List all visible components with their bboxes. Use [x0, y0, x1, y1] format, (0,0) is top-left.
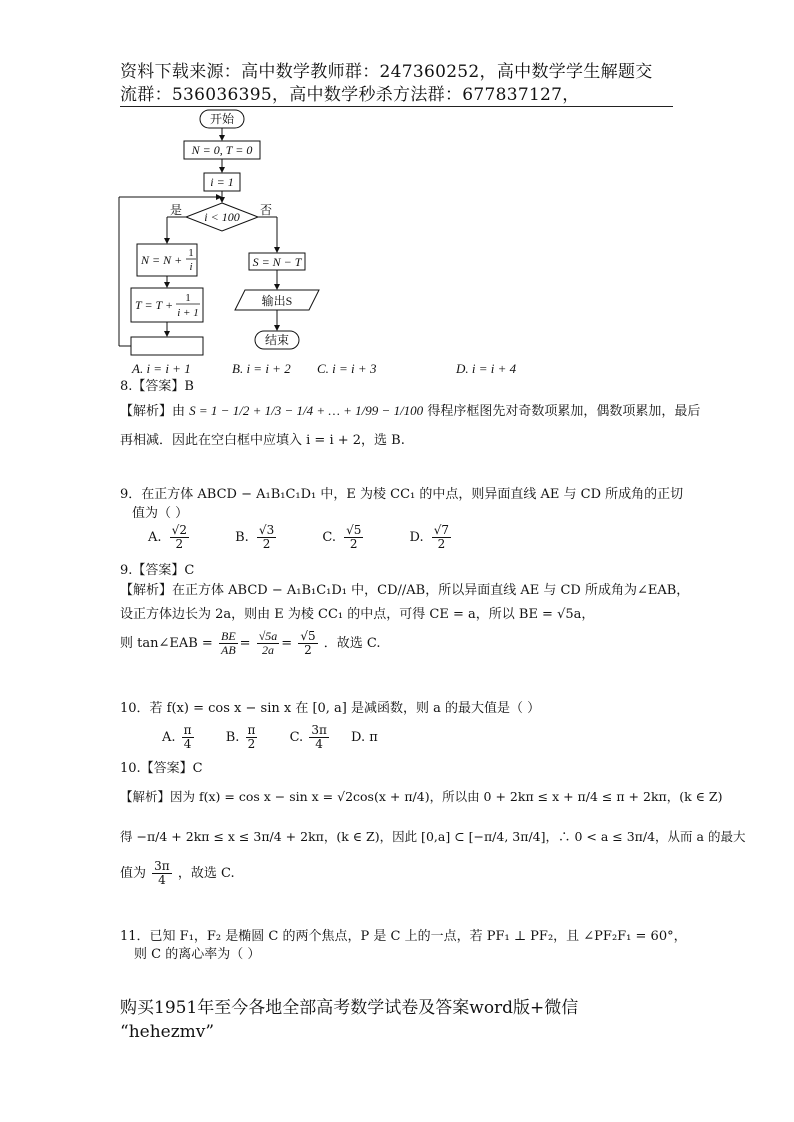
- q9-option-b-value: $\frac{√3}{2}$: [258, 523, 275, 551]
- header-line-1: 资料下载来源：高中数学教师群：247360252，高中数学学生解题交: [120, 62, 653, 82]
- q8-analysis-pre: 【解析】由: [120, 404, 186, 419]
- q10-option-d-label: D.: [351, 730, 366, 745]
- flow-end-label: 结束: [264, 333, 290, 347]
- q11-stem-line1: 11．已知 F₁，F₂ 是椭圆 C 的两个焦点，P 是 C 上的一点，若 PF₁ ⊥ PF₂，且 ∠PF₂F₁ = 60°，: [120, 929, 687, 944]
- footer-line-1: 购买1951年至今各地全部高考数学试卷及答案word版+微信: [120, 998, 579, 1018]
- q8-analysis-formula: S = 1 − 1/2 + 1/3 − 1/4 + … + 1/99 − 1/100: [189, 403, 424, 418]
- q9-analysis-line3: 则 tan∠EAB = $\frac{BE}{AB}$ = $\frac{√5a}{2a}$ = $\frac{√5}{2}$ ．故选 C.: [120, 629, 381, 657]
- q9-frac-1: $\frac{BE}{AB}$: [220, 629, 236, 657]
- flow-t-den: i + 1: [177, 307, 199, 319]
- q9-frac-2: $\frac{√5a}{2a}$: [258, 629, 278, 657]
- q9-analysis3-post: ．故选 C.: [323, 636, 381, 651]
- flow-t-num: 1: [185, 292, 191, 304]
- q9-option-a-value: $\frac{√2}{2}$: [171, 523, 187, 551]
- q9-answer: 9.【答案】C: [120, 563, 195, 578]
- q10-option-a-value: $\frac{\pi}{4}$: [183, 723, 192, 751]
- q9-option-c-label: C.: [322, 530, 336, 545]
- flow-no-label: 否: [259, 203, 273, 217]
- footer-line-2: “hehezmv”: [120, 1022, 215, 1042]
- q9-analysis-line2: 设正方体边长为 2a，则由 E 为棱 CC₁ 的中点，可得 CE = a，所以 BE = √5a，: [120, 607, 595, 622]
- flow-n-num: 1: [188, 247, 194, 259]
- q8-analysis-post: 得程序框图先对奇数项累加，偶数项累加，最后: [427, 404, 701, 419]
- q10-analysis-line2: 得 −π/4 + 2kπ ≤ x ≤ 3π/4 + 2kπ，(k ∈ Z)，因此 [0,a] ⊂ [−π/4, 3π/4]，∴ 0 < a ≤ 3π/4，从而 a 的最大: [120, 829, 746, 844]
- q10-analysis3-pre: 值为: [120, 866, 147, 881]
- flow-i-init-label: i = 1: [210, 175, 234, 189]
- q8-analysis-line1: [120, 402, 700, 421]
- q8-option-c: C. i = i + 3: [317, 361, 377, 376]
- flow-blank-node: [131, 337, 203, 355]
- header-line-2: 流群：536036395，高中数学秒杀方法群：677837127，: [120, 85, 580, 105]
- q10-option-c-label: C.: [289, 730, 304, 745]
- q9-option-d-label: D.: [409, 530, 424, 545]
- flow-t-update-label: T = T +: [135, 298, 174, 312]
- q10-option-d-value: π: [369, 730, 378, 745]
- q8-option-b: B. i = i + 2: [232, 361, 291, 376]
- q10-options: [162, 724, 378, 751]
- flow-s-calc-label: S = N − T: [252, 255, 302, 269]
- q8-answer: 8.【答案】B: [120, 379, 194, 394]
- q9-options: [148, 524, 453, 551]
- flow-start-label: 开始: [209, 112, 235, 126]
- q10-option-b-label: B.: [225, 730, 240, 745]
- q10-option-c-value: $\frac{3\pi}{4}$: [311, 723, 327, 751]
- flow-condition-label: i < 100: [204, 210, 240, 224]
- q9-option-d-value: $\frac{√7}{2}$: [433, 523, 450, 551]
- q9-option-a-label: A.: [148, 530, 162, 545]
- q11-stem-line2: 则 C 的离心率为（ ）: [134, 947, 261, 962]
- q10-analysis3-post: ，故选 C.: [177, 866, 235, 881]
- q10-analysis3-frac: $\frac{3\pi}{4}$: [154, 859, 170, 887]
- q9-analysis-line1: 【解析】在正方体 ABCD − A₁B₁C₁D₁ 中，CD//AB，所以异面直线 AE 与 CD 所成角为∠EAB，: [120, 583, 690, 598]
- q10-stem: 10．若 f(x) = cos x − sin x 在 [0, a] 是减函数，则 a 的最大值是（ ）: [120, 701, 541, 716]
- q8-option-a: A. i = i + 1: [132, 361, 191, 376]
- flow-output-label: 输出S: [261, 294, 293, 308]
- q8-analysis-line2: 再相减．因此在空白框中应填入 i = i + 2，选 B.: [120, 433, 405, 448]
- q9-analysis3-pre: 则 tan∠EAB =: [120, 636, 213, 651]
- flow-init-label: N = 0, T = 0: [191, 143, 253, 157]
- q9-option-c-value: $\frac{√5}{2}$: [346, 523, 362, 551]
- header-divider: [120, 106, 673, 107]
- flow-n-update-label: N = N +: [141, 253, 183, 267]
- q10-option-a-label: A.: [162, 730, 176, 745]
- q10-answer: 10.【答案】C: [120, 761, 203, 776]
- q10-analysis-line3: [120, 860, 235, 887]
- q10-analysis-line1: 【解析】因为 f(x) = cos x − sin x = √2cos(x + π/4)，所以由 0 + 2kπ ≤ x + π/4 ≤ π + 2kπ，(k ∈ Z): [120, 789, 723, 804]
- q9-stem-line2: 值为（ ）: [132, 506, 189, 521]
- q9-stem-line1: 9．在正方体 ABCD − A₁B₁C₁D₁ 中，E 为棱 CC₁ 的中点，则异面直线 AE 与 CD 所成角的正切: [120, 487, 684, 502]
- flow-yes-label: 是: [169, 203, 183, 217]
- flow-n-den: i: [189, 261, 193, 273]
- q10-option-b-value: $\frac{\pi}{2}$: [247, 723, 256, 751]
- q8-option-d: D. i = i + 4: [456, 361, 517, 376]
- flowchart: [110, 108, 340, 358]
- q9-frac-3: $\frac{√5}{2}$: [300, 629, 316, 657]
- q9-option-b-label: B.: [235, 530, 249, 545]
